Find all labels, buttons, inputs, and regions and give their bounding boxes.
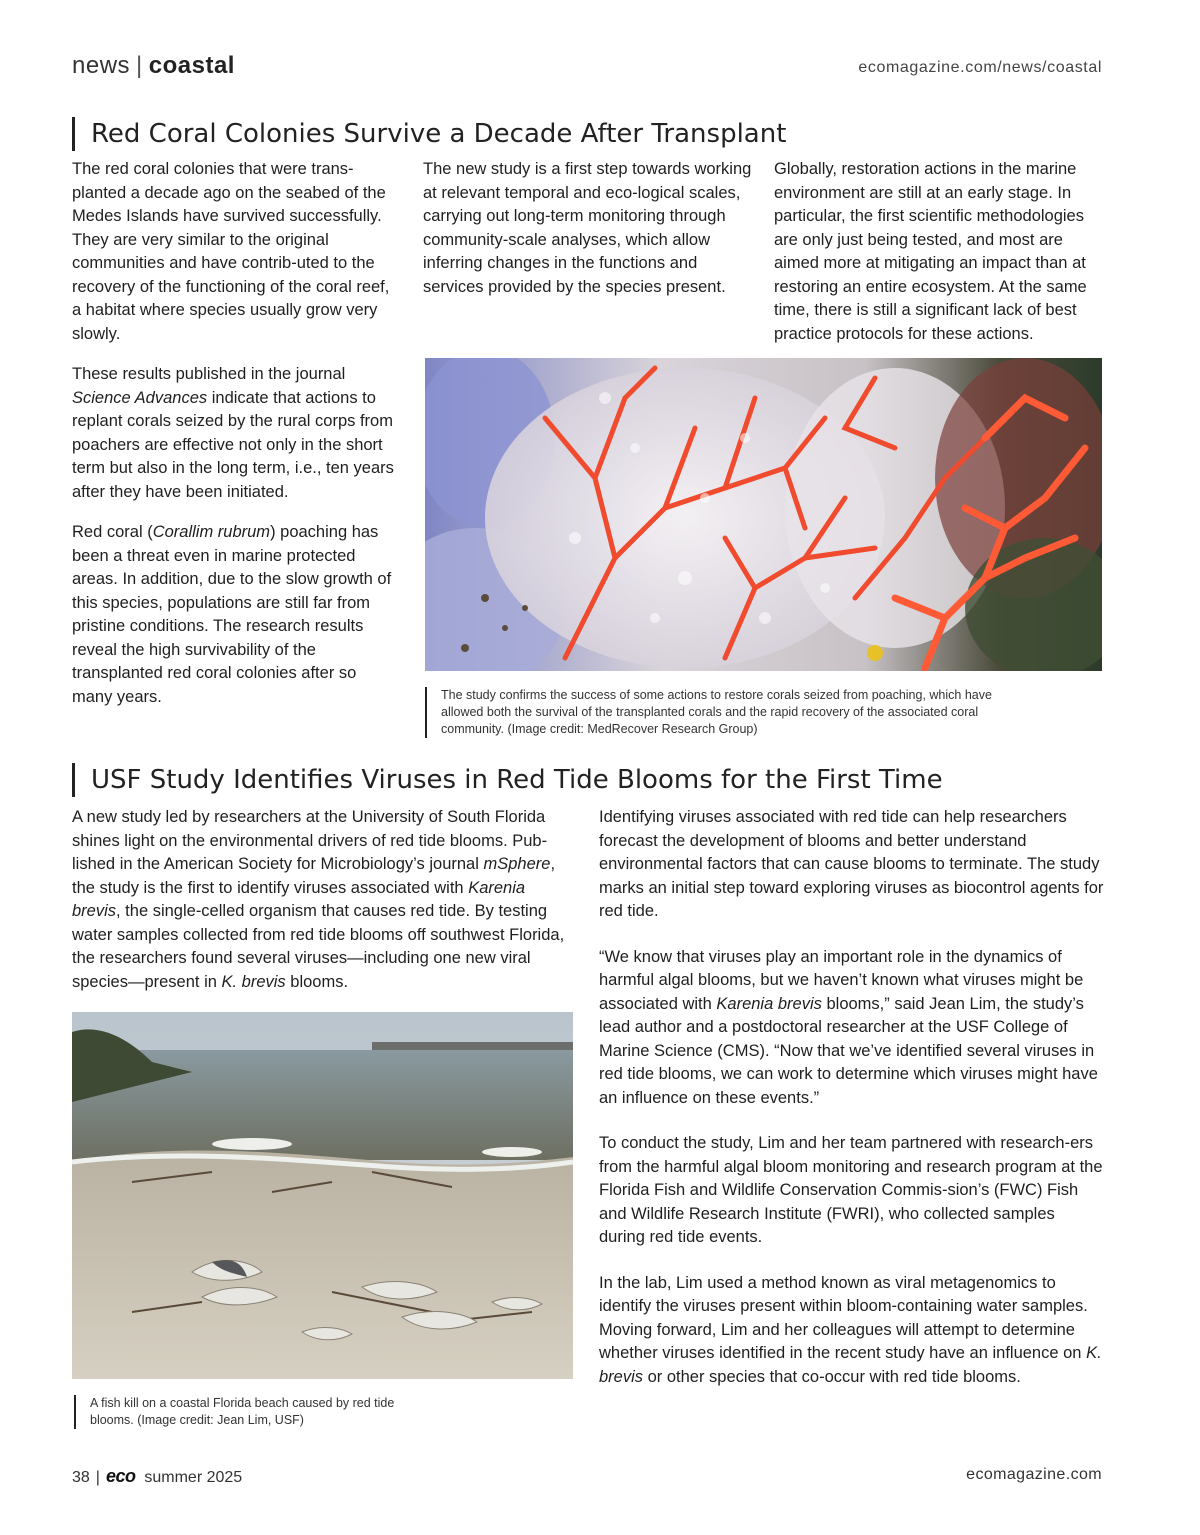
paragraph: Identifying viruses associated with red tide can help researchers forecast the development of blooms and better understand environmental factors that can cause blooms to terminate. The study marks an initial step toward exploring viruses as biocontrol agents for red tide.: [599, 808, 1104, 920]
species-name: Karenia brevis: [716, 994, 822, 1013]
journal-name: mSphere: [483, 855, 551, 873]
subsection-label[interactable]: coastal: [148, 52, 235, 79]
paragraph: A new study led by researchers at the University of South Florida shines light on the environmental drivers of red tide blooms. Pub-lished in the American Society for Microbiology’s journal mSphere, the study is the first to identify viruses associated with Karenia brevis, the single-celled organism that causes red tide. By testing water samples collected from red tide blooms off southwest Florida, the researchers found several viruses—including one new viral species—present in K. brevis blooms.: [72, 808, 565, 991]
divider: |: [136, 52, 143, 79]
article2-title: USF Study Identifies Viruses in Red Tide Blooms for the First Time: [72, 763, 943, 797]
paragraph: Globally, restoration actions in the marine environment are still at an early stage. In particular, the first scientific methodologies are only just being tested, and most are aimed more at mitigating an impact than at restoring an entire ecosystem. At the same time, there is still a significant lack of best practice protocols for these actions.: [774, 160, 1087, 343]
paragraph: Red coral (Corallim rubrum) poaching has been a threat even in marine protected areas. In addition, due to the slow growth of this species, populations are still far from pristine conditions. The research results reveal the high survivability of the transplanted red coral colonies after so many years.: [72, 523, 392, 706]
article2-column-left: [72, 806, 577, 994]
eco-logo: eco: [105, 1466, 136, 1486]
article1-column-1: [72, 158, 394, 709]
section-header: [72, 52, 235, 80]
coral-illustration: [425, 358, 1102, 671]
footer-site[interactable]: ecomagazine.com: [966, 1466, 1102, 1483]
beach-photo: [72, 1012, 573, 1379]
species-name: Corallim rubrum: [152, 523, 271, 541]
issue-label: summer 2025: [144, 1469, 243, 1486]
article1-column-2: [423, 158, 753, 299]
beach-illustration: [72, 1012, 573, 1379]
article1-title: Red Coral Colonies Survive a Decade After Transplant: [72, 117, 786, 151]
article2-column-right: [599, 806, 1104, 1389]
divider: |: [95, 1469, 100, 1486]
article2-caption: A fish kill on a coastal Florida beach caused by red tide blooms. (Image credit: Jean Lim, USF): [74, 1395, 430, 1429]
section-label: news: [72, 52, 131, 79]
header-url[interactable]: ecomagazine.com/news/coastal: [858, 59, 1102, 76]
paragraph: “We know that viruses play an important role in the dynamics of harmful algal blooms, but we haven’t known what viruses might be associated with Karenia brevis blooms,” said Jean Lim, the study’s lead author and a postdoctoral researcher at the USF College of Marine Science (CMS). “Now that we’ve identified several viruses in red tide blooms, we can work to determine which viruses might have an influence on these events.”: [599, 947, 1098, 1107]
article1-caption: The study confirms the success of some actions to restore corals seized from poaching, which have allowed both the survival of the transplanted corals and the rapid recovery of the associated coral community. (Image credit: MedRecover Research Group): [425, 687, 1011, 738]
species-name: K. brevis: [221, 972, 286, 991]
journal-name: Science Advances: [72, 388, 208, 407]
paragraph: The new study is a first step towards working at relevant temporal and eco-logical scales, carrying out long-term monitoring through community-scale analyses, which allow inferring changes in the functions and services provided by the species present.: [423, 160, 752, 296]
paragraph: In the lab, Lim used a method known as viral metagenomics to identify the viruses present within bloom-containing water samples. Moving forward, Lim and her colleagues will attempt to determine whether viruses identified in the recent study have an influence on K. brevis or other species that co-occur with red tide blooms.: [599, 1273, 1102, 1386]
paragraph: The red coral colonies that were trans-planted a decade ago on the seabed of the Medes Islands have survived successfully. They are very similar to the original communities and have contrib-uted to the recovery of the functioning of the coral reef, a habitat where species usually grow very slowly.: [72, 160, 390, 343]
paragraph: These results published in the journal Science Advances indicate that actions to replant corals seized by the rural corps from poachers are effective not only in the short term but also in the long term, i.e., ten years after they have been initiated.: [72, 365, 394, 501]
species-name: K. brevis: [599, 1344, 1102, 1386]
paragraph: To conduct the study, Lim and her team partnered with research-ers from the harmful algal bloom monitoring and research program at the Florida Fish and Wildlife Conservation Commis-sion’s (FWC) Fish and Wildlife Research Institute (FWRI), who collected samples during red tide events.: [599, 1134, 1103, 1246]
species-name: Karenia brevis: [72, 878, 526, 920]
coral-photo: [425, 358, 1102, 671]
page-footer: [72, 1466, 242, 1487]
article1-column-3: [774, 158, 1104, 346]
page-number: 38: [72, 1469, 90, 1486]
